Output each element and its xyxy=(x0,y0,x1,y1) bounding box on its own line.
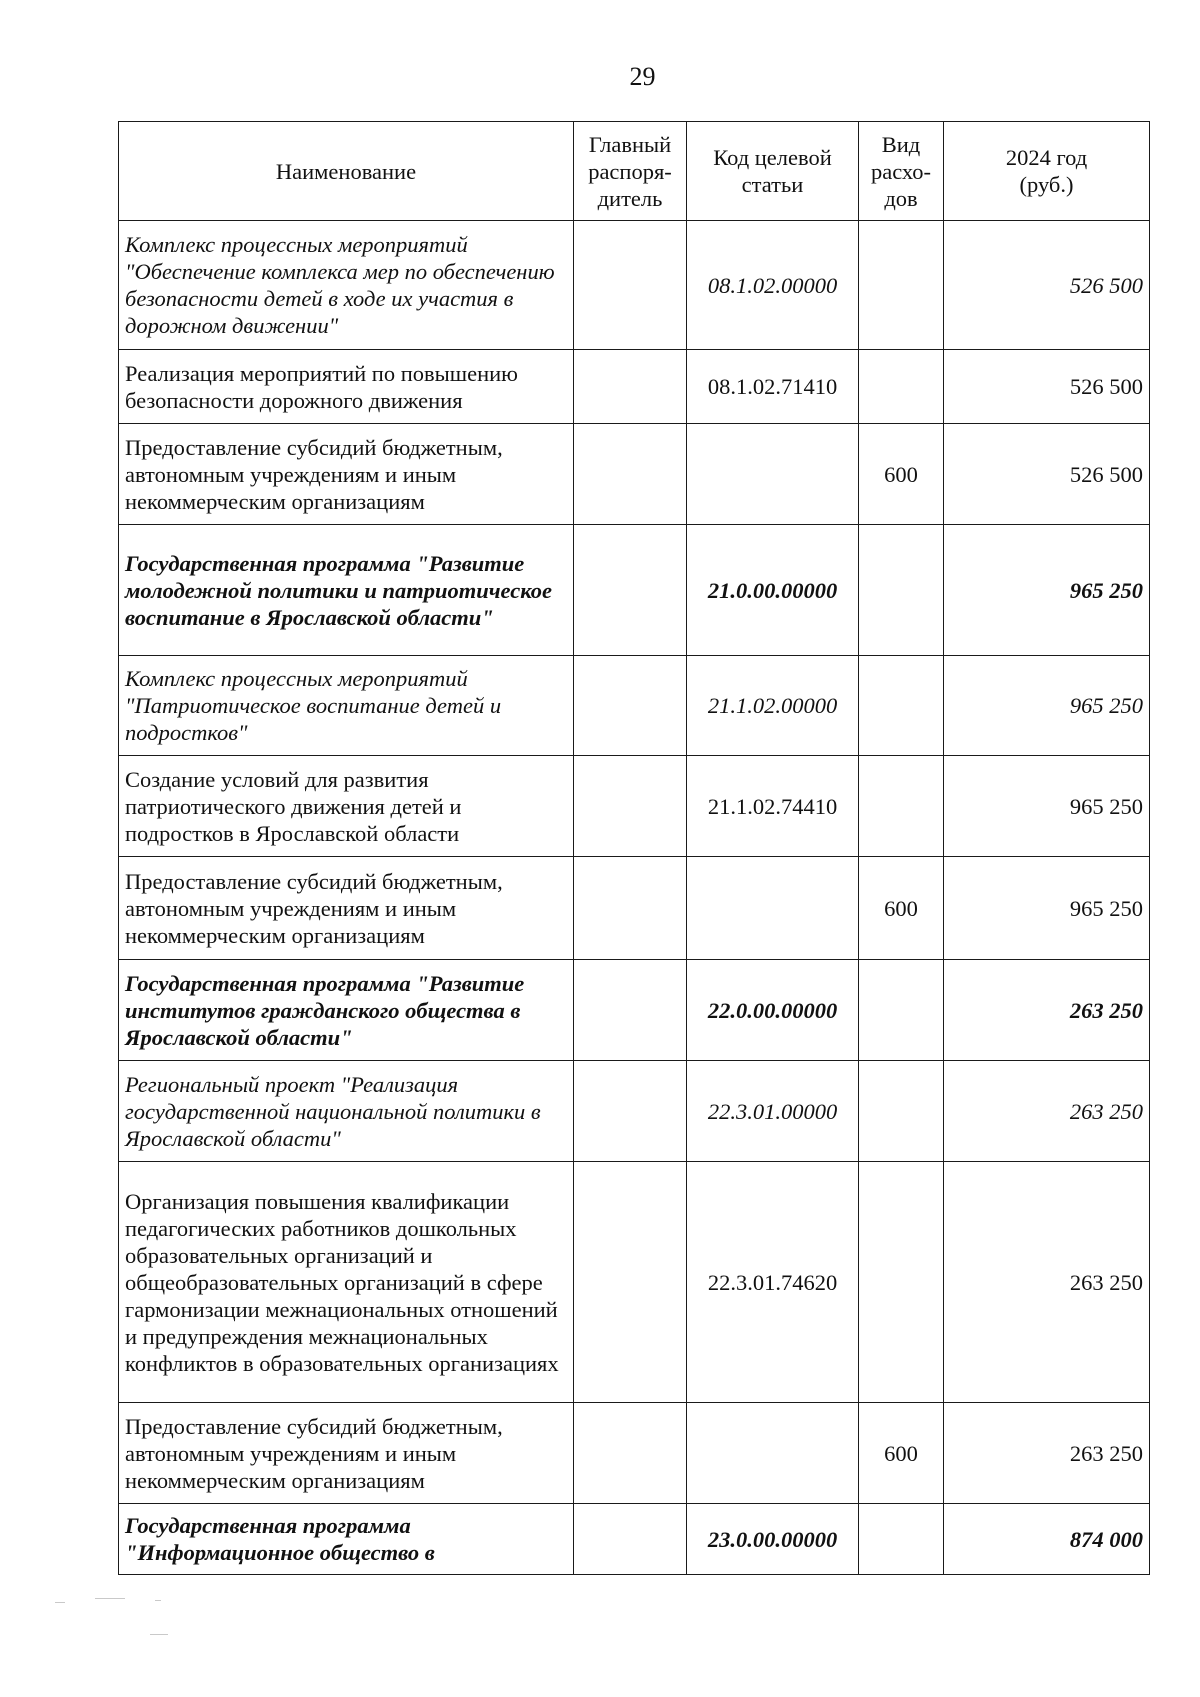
row-code: 22.3.01.74620 xyxy=(687,1162,859,1403)
page-number: 29 xyxy=(629,62,656,91)
row-code: 21.1.02.74410 xyxy=(687,756,859,857)
row-code: 21.0.00.00000 xyxy=(687,525,859,656)
row-amount: 874 000 xyxy=(944,1504,1150,1575)
row-type xyxy=(859,525,944,656)
row-amount: 263 250 xyxy=(944,1403,1150,1504)
row-amount: 263 250 xyxy=(944,1162,1150,1403)
row-type xyxy=(859,221,944,350)
row-name: Предоставление субсидий бюджетным, автономным учреждениям и иным некоммерческим организациям xyxy=(119,424,574,525)
row-code: 08.1.02.71410 xyxy=(687,350,859,424)
table-row xyxy=(119,960,1150,1061)
row-manager xyxy=(574,1504,687,1575)
row-type xyxy=(859,656,944,756)
header-name: Наименование xyxy=(119,122,574,221)
row-type xyxy=(859,960,944,1061)
table-row xyxy=(119,1162,1150,1403)
row-name: Региональный проект "Реализация государственной национальной политики в Ярославской области" xyxy=(119,1061,574,1162)
header-code: Код целевой статьи xyxy=(687,122,859,221)
row-amount: 965 250 xyxy=(944,656,1150,756)
row-type: 600 xyxy=(859,1403,944,1504)
row-code xyxy=(687,1403,859,1504)
row-manager xyxy=(574,525,687,656)
row-type xyxy=(859,1504,944,1575)
table-row xyxy=(119,221,1150,350)
table-row xyxy=(119,756,1150,857)
header-manager: Главный распоря- дитель xyxy=(574,122,687,221)
row-type: 600 xyxy=(859,857,944,960)
row-type xyxy=(859,1061,944,1162)
row-name: Реализация мероприятий по повышению безопасности дорожного движения xyxy=(119,350,574,424)
table-row xyxy=(119,424,1150,525)
table-row xyxy=(119,1504,1150,1575)
row-name: Государственная программа "Развитие институтов гражданского общества в Ярославской области" xyxy=(119,960,574,1061)
row-manager xyxy=(574,656,687,756)
row-type xyxy=(859,756,944,857)
row-code: 21.1.02.00000 xyxy=(687,656,859,756)
row-amount: 526 500 xyxy=(944,350,1150,424)
row-amount: 263 250 xyxy=(944,960,1150,1061)
row-amount: 526 500 xyxy=(944,424,1150,525)
row-amount: 965 250 xyxy=(944,857,1150,960)
row-amount: 263 250 xyxy=(944,1061,1150,1162)
table-body xyxy=(119,221,1150,1575)
row-name: Государственная программа "Информационное общество в xyxy=(119,1504,574,1575)
table-header-row xyxy=(119,122,1150,221)
row-amount: 965 250 xyxy=(944,756,1150,857)
row-manager xyxy=(574,960,687,1061)
row-code xyxy=(687,857,859,960)
row-name: Государственная программа "Развитие молодежной политики и патриотическое воспитание в Ярославской области" xyxy=(119,525,574,656)
table-row xyxy=(119,656,1150,756)
row-name: Комплекс процессных мероприятий "Обеспечение комплекса мер по обеспечению безопасности детей в ходе их участия в дорожном движении" xyxy=(119,221,574,350)
row-manager xyxy=(574,756,687,857)
row-amount: 526 500 xyxy=(944,221,1150,350)
row-type xyxy=(859,1162,944,1403)
row-manager xyxy=(574,221,687,350)
row-manager xyxy=(574,1403,687,1504)
row-manager xyxy=(574,1061,687,1162)
table-row xyxy=(119,1061,1150,1162)
row-code: 08.1.02.00000 xyxy=(687,221,859,350)
row-manager xyxy=(574,424,687,525)
row-name: Комплекс процессных мероприятий "Патриотическое воспитание детей и подростков" xyxy=(119,656,574,756)
header-type: Вид расхо- дов xyxy=(859,122,944,221)
row-name: Организация повышения квалификации педагогических работников дошкольных образовательных организаций и общеобразовательных организаций в сфере гармонизации межнациональных отношений и предупреждения межнациональных конфликтов в образовательных организациях xyxy=(119,1162,574,1403)
row-code xyxy=(687,424,859,525)
table-row xyxy=(119,857,1150,960)
table-row xyxy=(119,525,1150,656)
row-manager xyxy=(574,857,687,960)
row-type: 600 xyxy=(859,424,944,525)
row-name: Предоставление субсидий бюджетным, автономным учреждениям и иным некоммерческим организациям xyxy=(119,1403,574,1504)
row-code: 23.0.00.00000 xyxy=(687,1504,859,1575)
header-amount: 2024 год (руб.) xyxy=(944,122,1150,221)
row-name: Создание условий для развития патриотического движения детей и подростков в Ярославской области xyxy=(119,756,574,857)
scan-artifacts xyxy=(55,1598,195,1638)
table-row xyxy=(119,350,1150,424)
budget-table xyxy=(118,121,1150,1575)
row-manager xyxy=(574,1162,687,1403)
row-code: 22.3.01.00000 xyxy=(687,1061,859,1162)
table-row xyxy=(119,1403,1150,1504)
row-code: 22.0.00.00000 xyxy=(687,960,859,1061)
row-name: Предоставление субсидий бюджетным, автономным учреждениям и иным некоммерческим организациям xyxy=(119,857,574,960)
row-amount: 965 250 xyxy=(944,525,1150,656)
row-type xyxy=(859,350,944,424)
row-manager xyxy=(574,350,687,424)
